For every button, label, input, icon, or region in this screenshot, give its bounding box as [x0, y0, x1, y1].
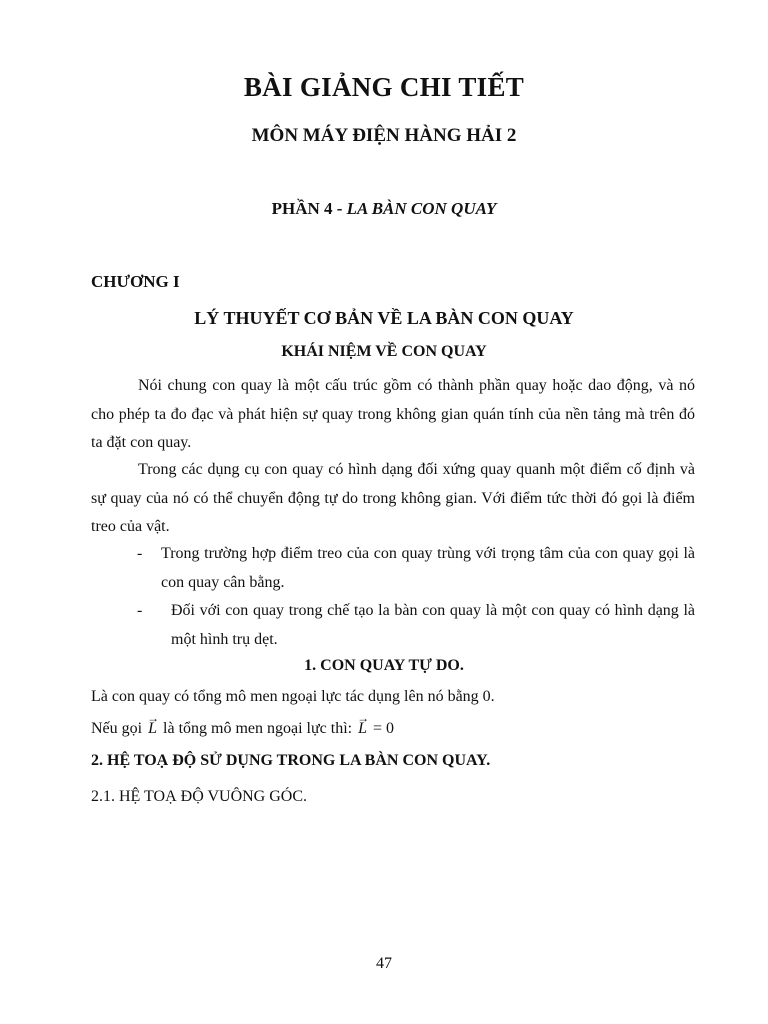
vector-symbol: → L [147, 711, 160, 737]
section-title: KHÁI NIỆM VỀ CON QUAY [281, 343, 487, 360]
bullet-item [137, 597, 695, 654]
vector-arrow-icon: → [357, 711, 370, 725]
heading-free-gyro: 1. CON QUAY TỰ DO. [304, 657, 464, 674]
vector-symbol: → L [357, 711, 370, 737]
page-number: 47 [376, 955, 392, 972]
document-title: BÀI GIẢNG CHI TIẾT [243, 72, 525, 102]
subheading-orthogonal: 2.1. HỆ TOẠ ĐỘ VUÔNG GÓC. [91, 788, 308, 805]
equation-tail: = 0 [369, 720, 395, 737]
vector-arrow-icon: → [147, 711, 160, 725]
part-prefix: PHẦN 4 - [271, 199, 347, 218]
text-fragment: là tổng mô men ngoại lực thì: [159, 720, 357, 737]
part-heading [0, 199, 768, 219]
heading-coordinates: 2. HỆ TOẠ ĐỘ SỬ DỤNG TRONG LA BÀN CON QUAY. [91, 752, 491, 769]
chapter-label: CHƯƠNG I [91, 272, 180, 291]
chapter-title: LÝ THUYẾT CƠ BẢN VỀ LA BÀN CON QUAY [194, 308, 574, 328]
text-fragment: Nếu gọi [91, 720, 147, 737]
vector-line [91, 711, 395, 738]
bullet-marker: - [137, 545, 143, 562]
bullet-text: Đối với con quay trong chế tạo la bàn con quay là một con quay có hình dạng là một hình trụ dẹt. [171, 602, 695, 648]
paragraph: Trong các dụng cụ con quay có hình dạng đối xứng quay quanh một điểm cố định và sự quay của nó có thể chuyển động tự do trong không gian. Với điểm tức thời đó gọi là điểm treo của vật. [91, 461, 695, 535]
text-line: Là con quay có tổng mô men ngoại lực tác dụng lên nó bằng 0. [91, 688, 495, 705]
bullet-text: Trong trường hợp điểm treo của con quay trùng với trọng tâm của con quay gọi là con quay cân bằng. [161, 545, 695, 591]
bullet-item [137, 540, 695, 597]
document-subtitle: MÔN MÁY ĐIỆN HÀNG HẢI 2 [251, 125, 517, 146]
part-name: LA BÀN CON QUAY [346, 199, 497, 218]
bullet-marker: - [137, 602, 143, 619]
paragraph: Nói chung con quay là một cấu trúc gồm có thành phần quay hoặc dao động, và nó cho phép ta đo đạc và phát hiện sự quay trong không gian quán tính của nền tảng mà trên đó ta đặt con quay. [91, 377, 695, 451]
